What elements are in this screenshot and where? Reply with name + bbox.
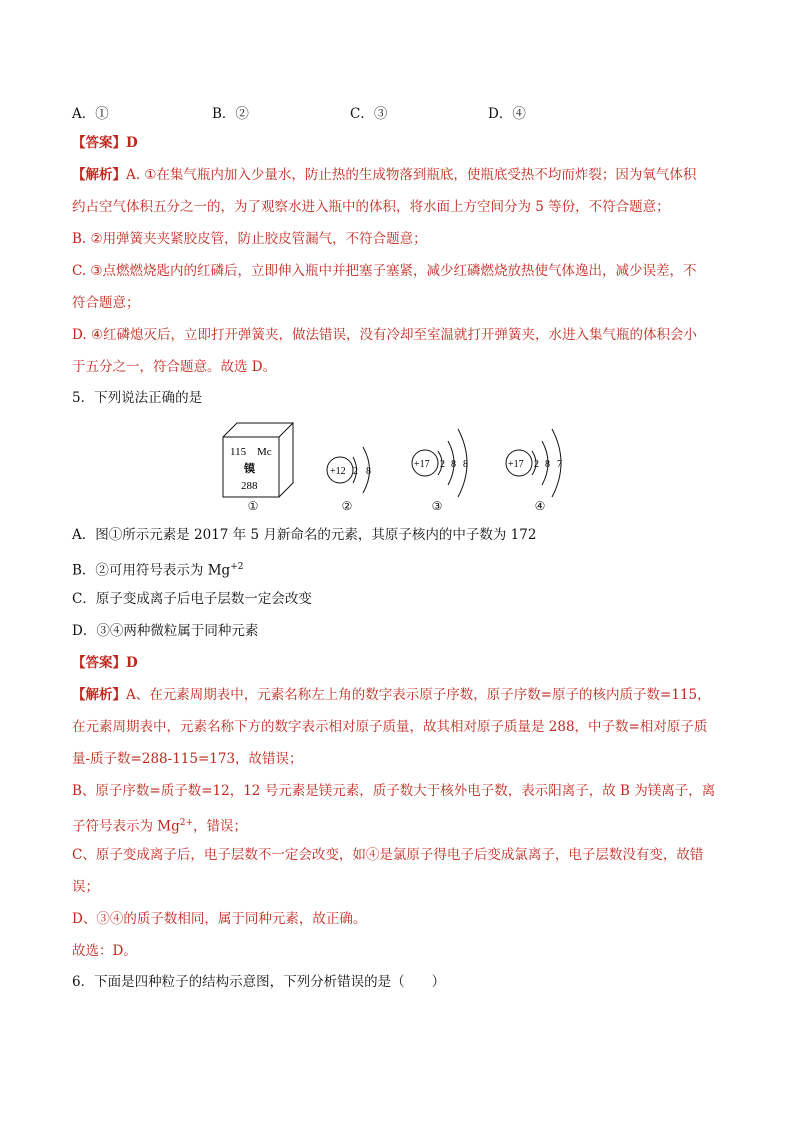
analysis-text: A. ①在集气瓶内加入少量水，防止热的生成物落到瓶底，使瓶底受热不均而炸裂；因为氧气体积: [126, 167, 697, 183]
q5-option-d: D．③④两种微粒属于同种元素: [72, 623, 259, 639]
element-name: 镆: [244, 462, 255, 475]
svg-text:8: 8: [366, 466, 371, 477]
element-symbol: Mc: [257, 446, 272, 458]
option-b-sup: +2: [230, 562, 244, 572]
q5-analysis-line: D、③④的质子数相同，属于同种元素，故正确。: [72, 911, 367, 927]
svg-text:8: 8: [545, 459, 550, 470]
q5-analysis-line: 量-质子数=288-115=173，故错误；: [72, 751, 303, 767]
caption-4: ④: [534, 499, 546, 513]
atom-diagram-4: [506, 429, 562, 497]
element-mass: 288: [241, 480, 258, 492]
q6-stem: 6．下面是四种粒子的结构示意图，下列分析错误的是（ ）: [72, 974, 446, 990]
q5-analysis-line: [72, 686, 711, 704]
svg-text:+17: +17: [414, 459, 430, 470]
q4-answer: 【答案】D: [72, 135, 138, 151]
q5-option-b: [72, 558, 243, 580]
analysis-text: ，错误；: [193, 818, 248, 835]
atom-diagram-2: [327, 447, 371, 493]
q5-analysis-line: [72, 814, 247, 836]
q4-analysis-line: 于五分之一，符合题意。故选 D。: [72, 359, 277, 375]
caption-3: ③: [431, 499, 443, 513]
q4-analysis-line: B. ②用弹簧夹夹紧胶皮管，防止胶皮管漏气，不符合题意；: [72, 231, 427, 247]
element-cube: [223, 423, 293, 497]
q4-option-a: A．①: [72, 106, 109, 122]
option-b-text: B．②可用符号表示为 Mg: [72, 562, 231, 579]
q4-option-c: C．③: [350, 106, 388, 122]
q5-analysis-line: C、原子变成离子后，电子层数不一定会改变，如④是氯原子得电子后变成氯离子，电子层数没有变，故错: [72, 847, 704, 863]
q5-analysis-line: B、原子序数=质子数=12，12 号元素是镁元素，质子数大于核外电子数，表示阳离子，故 B 为镁离子，离: [72, 783, 716, 799]
q5-analysis-line: 在元素周期表中，元素名称下方的数字表示相对原子质量，故其相对原子质量是 288，中子数=相对原子质: [72, 719, 708, 735]
analysis-tag: 【解析】: [72, 167, 126, 183]
caption-1: ①: [247, 499, 259, 513]
q5-analysis-line: 故选：D。: [72, 943, 137, 959]
analysis-text: A、在元素周期表中，元素名称左上角的数字表示原子序数，原子序数=原子的核内质子数=115，: [126, 687, 711, 703]
q4-analysis-line: 符合题意；: [72, 295, 140, 311]
q5-option-a: A．图①所示元素是 2017 年 5 月新命名的元素，其原子核内的中子数为 172: [72, 527, 537, 543]
svg-text:+17: +17: [508, 459, 524, 470]
analysis-text: 子符号表示为 Mg: [72, 818, 180, 835]
analysis-tag: 【解析】: [72, 687, 126, 703]
svg-text:2: 2: [534, 459, 539, 470]
q4-option-d: D．④: [488, 106, 526, 122]
q5-figure: [200, 415, 600, 515]
q5-answer: 【答案】D: [72, 655, 138, 671]
svg-text:+12: +12: [330, 466, 346, 477]
q4-option-b: B．②: [212, 106, 249, 122]
element-number: 115: [230, 446, 247, 458]
q4-options: [72, 102, 692, 120]
q4-analysis-line: C. ③点燃燃烧匙内的红磷后，立即伸入瓶中并把塞子塞紧，减少红磷燃烧放热使气体逸出，减少误差，不: [72, 263, 697, 279]
svg-text:2: 2: [440, 459, 445, 470]
atom-diagram-3: [412, 429, 468, 497]
q4-analysis-line: [72, 166, 696, 184]
svg-text:8: 8: [451, 459, 456, 470]
q5-option-c: C．原子变成离子后电子层数一定会改变: [72, 591, 312, 607]
ion-charge: 2+: [179, 818, 194, 828]
caption-2: ②: [341, 499, 353, 513]
q5-stem: 5．下列说法正确的是: [72, 390, 203, 406]
svg-text:7: 7: [557, 459, 562, 470]
svg-text:8: 8: [463, 459, 468, 470]
q4-analysis-line: D. ④红磷熄灭后，立即打开弹簧夹，做法错误，没有冷却至室温就打开弹簧夹，水进入集气瓶的体积会小: [72, 327, 698, 343]
q5-analysis-line: 误；: [72, 879, 99, 895]
q4-analysis-line: 约占空气体积五分之一的，为了观察水进入瓶中的体积，将水面上方空间分为 5 等份，不符合题意；: [72, 199, 670, 215]
svg-text:2: 2: [353, 466, 358, 477]
